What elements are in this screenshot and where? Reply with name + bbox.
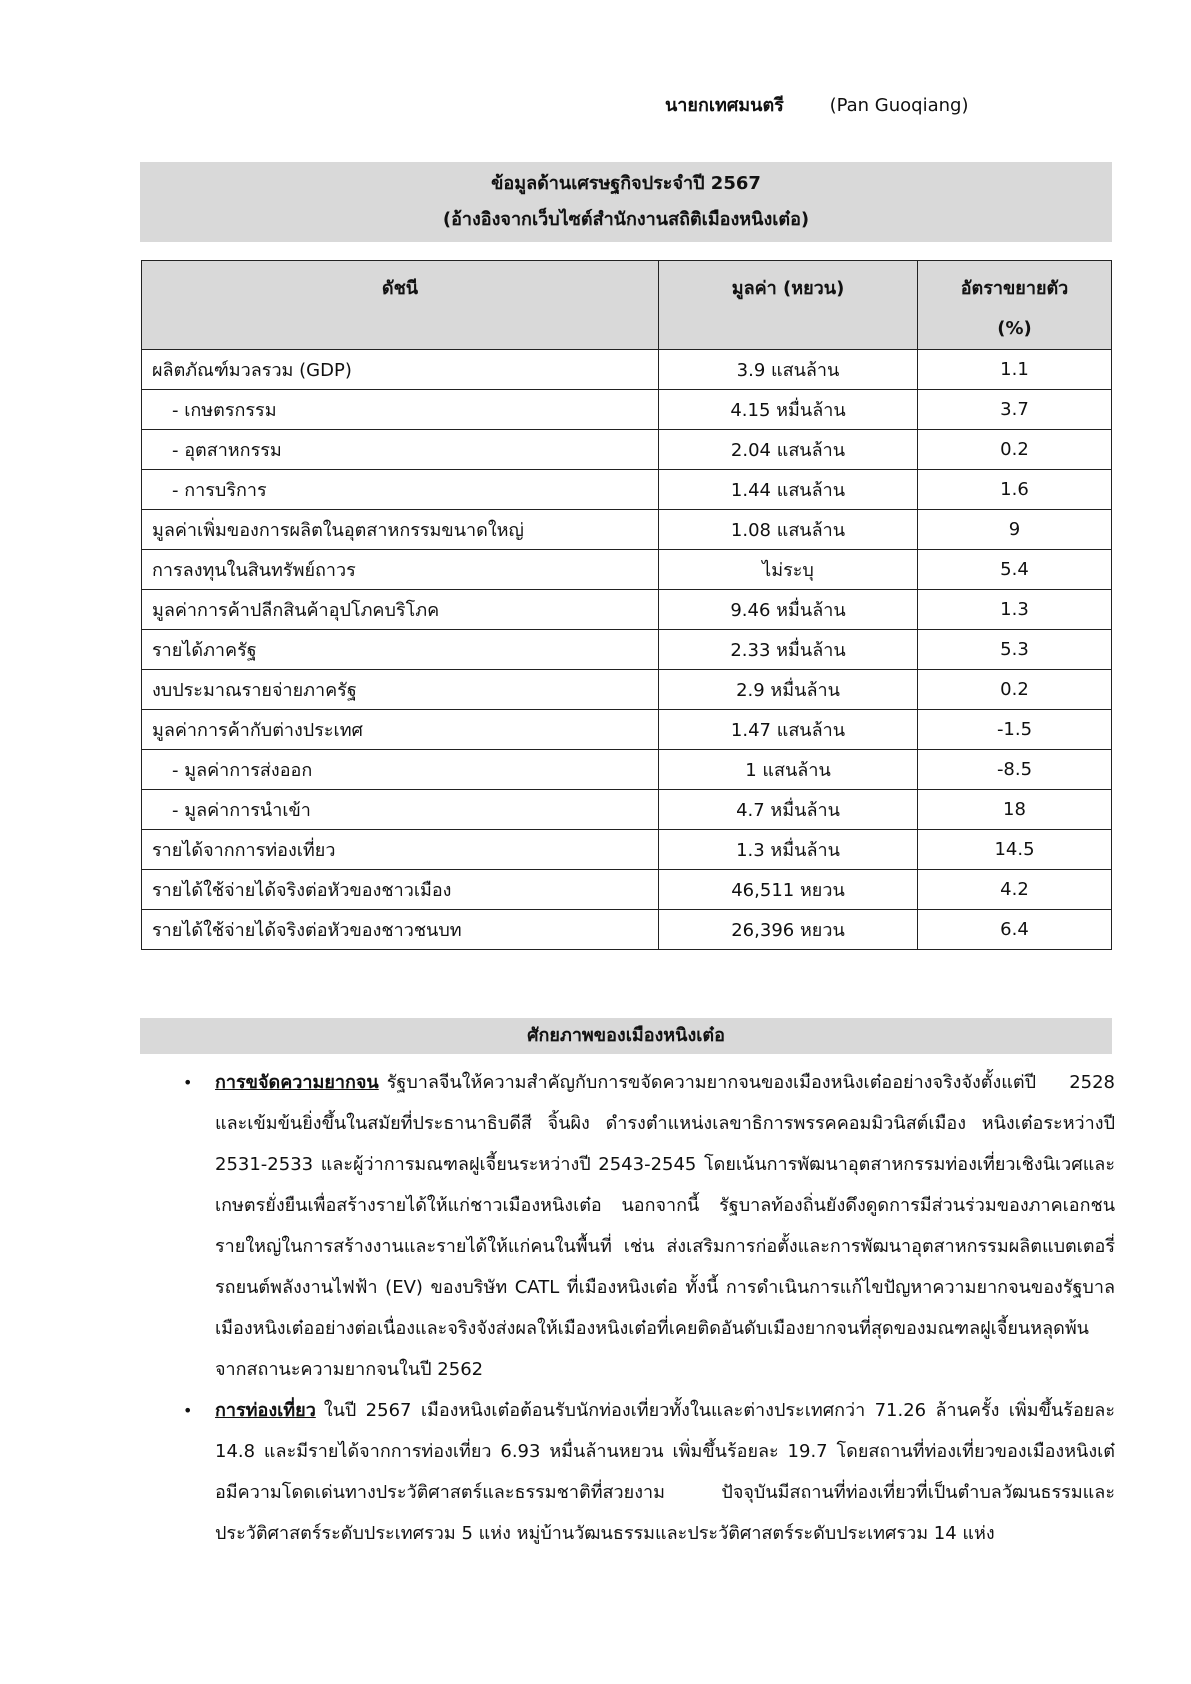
potential-section-title: ศักยภาพของเมืองหนิงเต๋อ xyxy=(140,1018,1112,1054)
value-cell: 1 แสนล้าน xyxy=(659,750,918,790)
column-header-index: ดัชนี xyxy=(142,261,659,350)
indicator-cell: รายได้ใช้จ่ายได้จริงต่อหัวของชาวเมือง xyxy=(142,870,659,910)
indicator-cell: - เกษตรกรรม xyxy=(142,390,659,430)
indicator-cell: มูลค่าเพิ่มของการผลิตในอุตสาหกรรมขนาดใหญ่ xyxy=(142,510,659,550)
value-cell: 46,511 หยวน xyxy=(659,870,918,910)
value-cell: 4.7 หมื่นล้าน xyxy=(659,790,918,830)
table-row xyxy=(142,590,1112,630)
indicator-cell: - มูลค่าการส่งออก xyxy=(142,750,659,790)
list-item-poverty-alleviation xyxy=(175,1062,1115,1390)
economic-data-title xyxy=(140,162,1112,242)
value-cell: 1.44 แสนล้าน xyxy=(659,470,918,510)
growth-cell: 5.4 xyxy=(918,550,1112,590)
table-row xyxy=(142,390,1112,430)
indicator-cell: งบประมาณรายจ่ายภาครัฐ xyxy=(142,670,659,710)
table-row xyxy=(142,870,1112,910)
growth-cell: 3.7 xyxy=(918,390,1112,430)
growth-cell: -1.5 xyxy=(918,710,1112,750)
growth-cell: 4.2 xyxy=(918,870,1112,910)
value-cell: 9.46 หมื่นล้าน xyxy=(659,590,918,630)
economic-data-title-line2: (อ้างอิงจากเว็บไซต์สำนักงานสถิติเมืองหนิงเต๋อ) xyxy=(442,209,810,230)
growth-cell: 1.3 xyxy=(918,590,1112,630)
value-cell: 4.15 หมื่นล้าน xyxy=(659,390,918,430)
growth-cell: 0.2 xyxy=(918,670,1112,710)
table-row xyxy=(142,350,1112,390)
growth-cell: -8.5 xyxy=(918,750,1112,790)
economic-data-title-line1: ข้อมูลด้านเศรษฐกิจประจำปี 2567 xyxy=(491,173,761,194)
potential-bullet-list xyxy=(175,1062,1115,1554)
table-row xyxy=(142,790,1112,830)
value-cell: 1.3 หมื่นล้าน xyxy=(659,830,918,870)
growth-cell: 6.4 xyxy=(918,910,1112,950)
bullet-icon: • xyxy=(183,1401,193,1420)
value-cell: 2.9 หมื่นล้าน xyxy=(659,670,918,710)
list-item-tourism xyxy=(175,1390,1115,1554)
indicator-cell: มูลค่าการค้าปลีกสินค้าอุปโภคบริโภค xyxy=(142,590,659,630)
indicator-cell: รายได้ภาครัฐ xyxy=(142,630,659,670)
indicator-cell: มูลค่าการค้ากับต่างประเทศ xyxy=(142,710,659,750)
bullet-heading: การท่องเที่ยว xyxy=(215,1400,316,1421)
table-row xyxy=(142,710,1112,750)
value-cell: 26,396 หยวน xyxy=(659,910,918,950)
bullet-text: รัฐบาลจีนให้ความสำคัญกับการขจัดความยากจนของเมืองหนิงเต๋ออย่างจริงจังตั้งแต่ปี 2528 และเข้มข้นยิ่งขึ้นในสมัยที่ประธานาธิบดีสี จิ้นผิง ดำรงตำแหน่งเลขาธิการพรรคคอมมิวนิสต์เมือง หนิงเต๋อระหว่างปี 2531-2533 และผู้ว่าการมณฑลฝูเจี้ยนระหว่างปี 2543-2545 โดยเน้นการพัฒนาอุตสาหกรรมท่องเที่ยวเชิงนิเวศและเกษตรยั่งยืนเพื่อสร้างรายได้ให้แก่ชาวเมืองหนิงเต๋อ นอกจากนี้ รัฐบาลท้องถิ่นยังดึงดูดการมีส่วนร่วมของภาคเอกชนรายใหญ่ในการสร้างงานและรายได้ให้แก่คนในพื้นที่ เช่น ส่งเสริมการก่อตั้งและการพัฒนาอุตสาหกรรมผลิตแบตเตอรี่รถยนต์พลังงานไฟฟ้า (EV) ของบริษัท CATL ที่เมืองหนิงเต๋อ ทั้งนี้ การดำเนินการแก้ไขปัญหาความยากจนของรัฐบาลเมืองหนิงเต๋ออย่างต่อเนื่องและจริงจังส่งผลให้เมืองหนิงเต๋อที่เคยติดอันดับเมืองยากจนที่สุดของมณฑลฝูเจี้ยนหลุดพ้นจากสถานะความยากจนในปี 2562 xyxy=(215,1072,1115,1380)
growth-cell: 1.1 xyxy=(918,350,1112,390)
table-row xyxy=(142,750,1112,790)
table-row xyxy=(142,670,1112,710)
value-cell: 2.04 แสนล้าน xyxy=(659,430,918,470)
growth-cell: 1.6 xyxy=(918,470,1112,510)
bullet-icon: • xyxy=(183,1073,193,1092)
value-cell: 3.9 แสนล้าน xyxy=(659,350,918,390)
indicator-cell: ผลิตภัณฑ์มวลรวม (GDP) xyxy=(142,350,659,390)
mayor-name xyxy=(665,90,968,119)
table-row xyxy=(142,830,1112,870)
table-row xyxy=(142,550,1112,590)
value-cell: ไม่ระบุ xyxy=(659,550,918,590)
table-row xyxy=(142,430,1112,470)
economic-data-table xyxy=(141,260,1112,950)
indicator-cell: การลงทุนในสินทรัพย์ถาวร xyxy=(142,550,659,590)
table-row xyxy=(142,510,1112,550)
indicator-cell: - อุตสาหกรรม xyxy=(142,430,659,470)
growth-cell: 18 xyxy=(918,790,1112,830)
value-cell: 2.33 หมื่นล้าน xyxy=(659,630,918,670)
bullet-heading: การขจัดความยากจน xyxy=(215,1072,379,1093)
column-header-growth: อัตราขยายตัว (%) xyxy=(918,261,1112,350)
column-header-value: มูลค่า (หยวน) xyxy=(659,261,918,350)
growth-cell: 5.3 xyxy=(918,630,1112,670)
indicator-cell: - การบริการ xyxy=(142,470,659,510)
growth-cell: 0.2 xyxy=(918,430,1112,470)
table-row xyxy=(142,910,1112,950)
value-cell: 1.08 แสนล้าน xyxy=(659,510,918,550)
indicator-cell: - มูลค่าการนำเข้า xyxy=(142,790,659,830)
indicator-cell: รายได้ใช้จ่ายได้จริงต่อหัวของชาวชนบท xyxy=(142,910,659,950)
indicator-cell: รายได้จากการท่องเที่ยว xyxy=(142,830,659,870)
mayor-name-english: (Pan Guoqiang) xyxy=(829,95,969,116)
value-cell: 1.47 แสนล้าน xyxy=(659,710,918,750)
table-row xyxy=(142,630,1112,670)
table-header-row xyxy=(142,261,1112,350)
mayor-title-thai: นายกเทศมนตรี xyxy=(665,95,784,116)
bullet-text: ในปี 2567 เมืองหนิงเต๋อต้อนรับนักท่องเที่ยวทั้งในและต่างประเทศกว่า 71.26 ล้านครั้ง เพิ่มขึ้นร้อยละ 14.8 และมีรายได้จากการท่องเที่ยว 6.93 หมื่นล้านหยวน เพิ่มขึ้นร้อยละ 19.7 โดยสถานที่ท่องเที่ยวของเมืองหนิงเต๋อมีความโดดเด่นทางประวัติศาสตร์และธรรมชาติที่สวยงาม ปัจจุบันมีสถานที่ท่องเที่ยวที่เป็นตำบลวัฒนธรรมและประวัติศาสตร์ระดับประเทศรวม 5 แห่ง หมู่บ้านวัฒนธรรมและประวัติศาสตร์ระดับประเทศรวม 14 แห่ง xyxy=(215,1400,1115,1544)
table-row xyxy=(142,470,1112,510)
growth-cell: 14.5 xyxy=(918,830,1112,870)
growth-cell: 9 xyxy=(918,510,1112,550)
